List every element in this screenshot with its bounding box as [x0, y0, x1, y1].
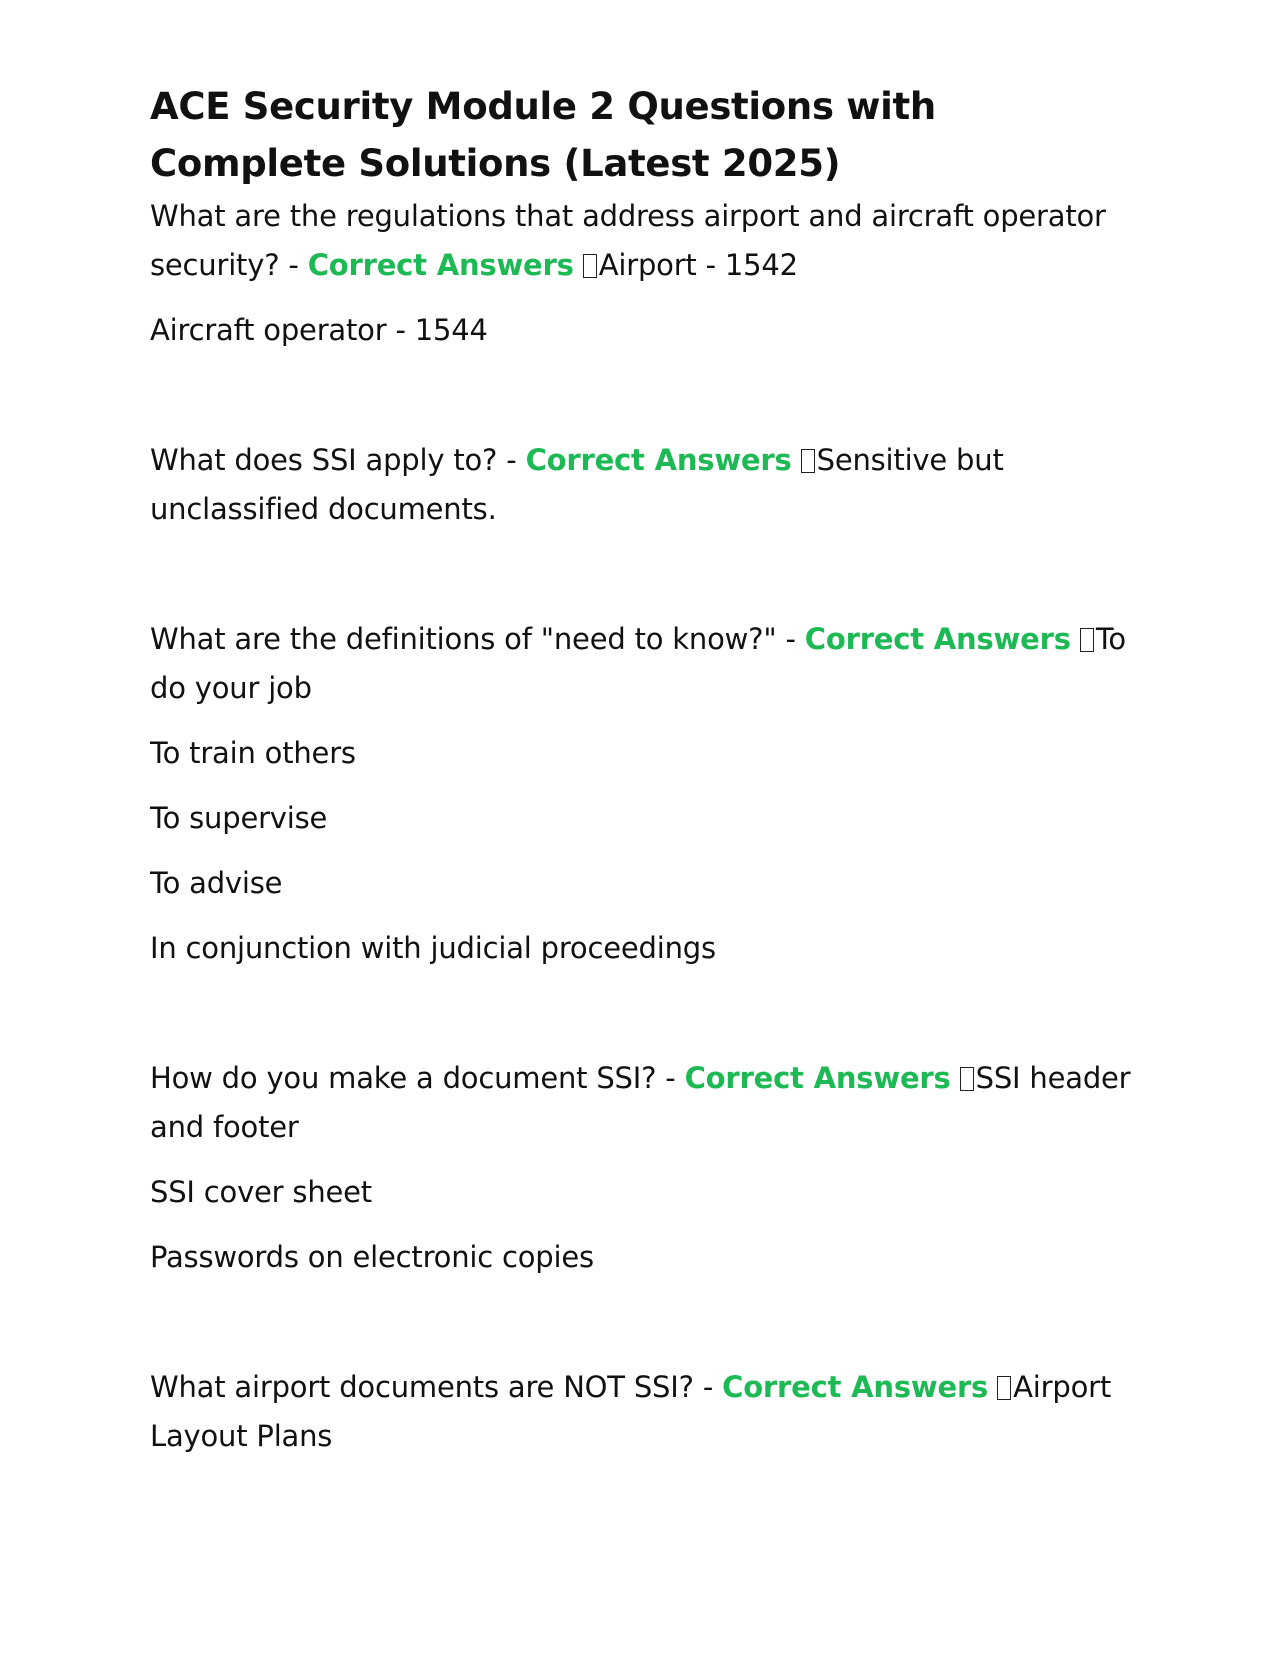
qa-item-5: [150, 1363, 1140, 1461]
question-line: [150, 1363, 1140, 1461]
answer-text: Sensitive but unclassified documents.: [150, 443, 1004, 526]
answer-line: Aircraft operator - 1544: [150, 313, 488, 347]
question-text: How do you make a document SSI? -: [150, 1061, 685, 1095]
document-title: ACE Security Module 2 Questions with Complete Solutions (Latest 2025): [150, 85, 936, 185]
correct-answers-label: Correct Answers: [684, 1061, 951, 1095]
answer-line: To advise: [150, 866, 283, 900]
qa-item-1: [150, 192, 1140, 355]
answer-line: SSI cover sheet: [150, 1175, 372, 1209]
answer-text: SSI header and footer: [150, 1061, 1131, 1144]
checkbox-glyph-icon: [583, 254, 597, 278]
answer-text: Airport Layout Plans: [150, 1370, 1112, 1453]
checkbox-glyph-icon: [801, 449, 815, 473]
question-text: What are the definitions of "need to know?" -: [150, 622, 805, 656]
question-line: [150, 615, 1140, 713]
qa-item-2: [150, 436, 1140, 534]
qa-item-3: [150, 615, 1140, 973]
correct-answers-label: Correct Answers: [525, 443, 792, 477]
answer-line: To supervise: [150, 801, 328, 835]
checkbox-glyph-icon: [1080, 628, 1094, 652]
question-text: What does SSI apply to? -: [150, 443, 526, 477]
answer-line: In conjunction with judicial proceedings: [150, 931, 716, 965]
correct-answers-label: Correct Answers: [804, 622, 1071, 656]
question-text: What airport documents are NOT SSI? -: [150, 1370, 723, 1404]
answer-text: Airport - 1542: [598, 248, 798, 282]
answer-line: To train others: [150, 736, 356, 770]
checkbox-glyph-icon: [960, 1067, 974, 1091]
checkbox-glyph-icon: [997, 1376, 1011, 1400]
question-line: [150, 436, 1140, 534]
question-text: What are the regulations that address airport and aircraft operator security? -: [150, 199, 1106, 282]
answer-line: Passwords on electronic copies: [150, 1240, 594, 1274]
qa-item-4: [150, 1054, 1140, 1282]
document-page: [150, 78, 1140, 1461]
correct-answers-label: Correct Answers: [307, 248, 574, 282]
answer-text: To do your job: [150, 622, 1126, 705]
correct-answers-label: Correct Answers: [722, 1370, 989, 1404]
question-line: [150, 192, 1140, 290]
question-line: [150, 1054, 1140, 1152]
